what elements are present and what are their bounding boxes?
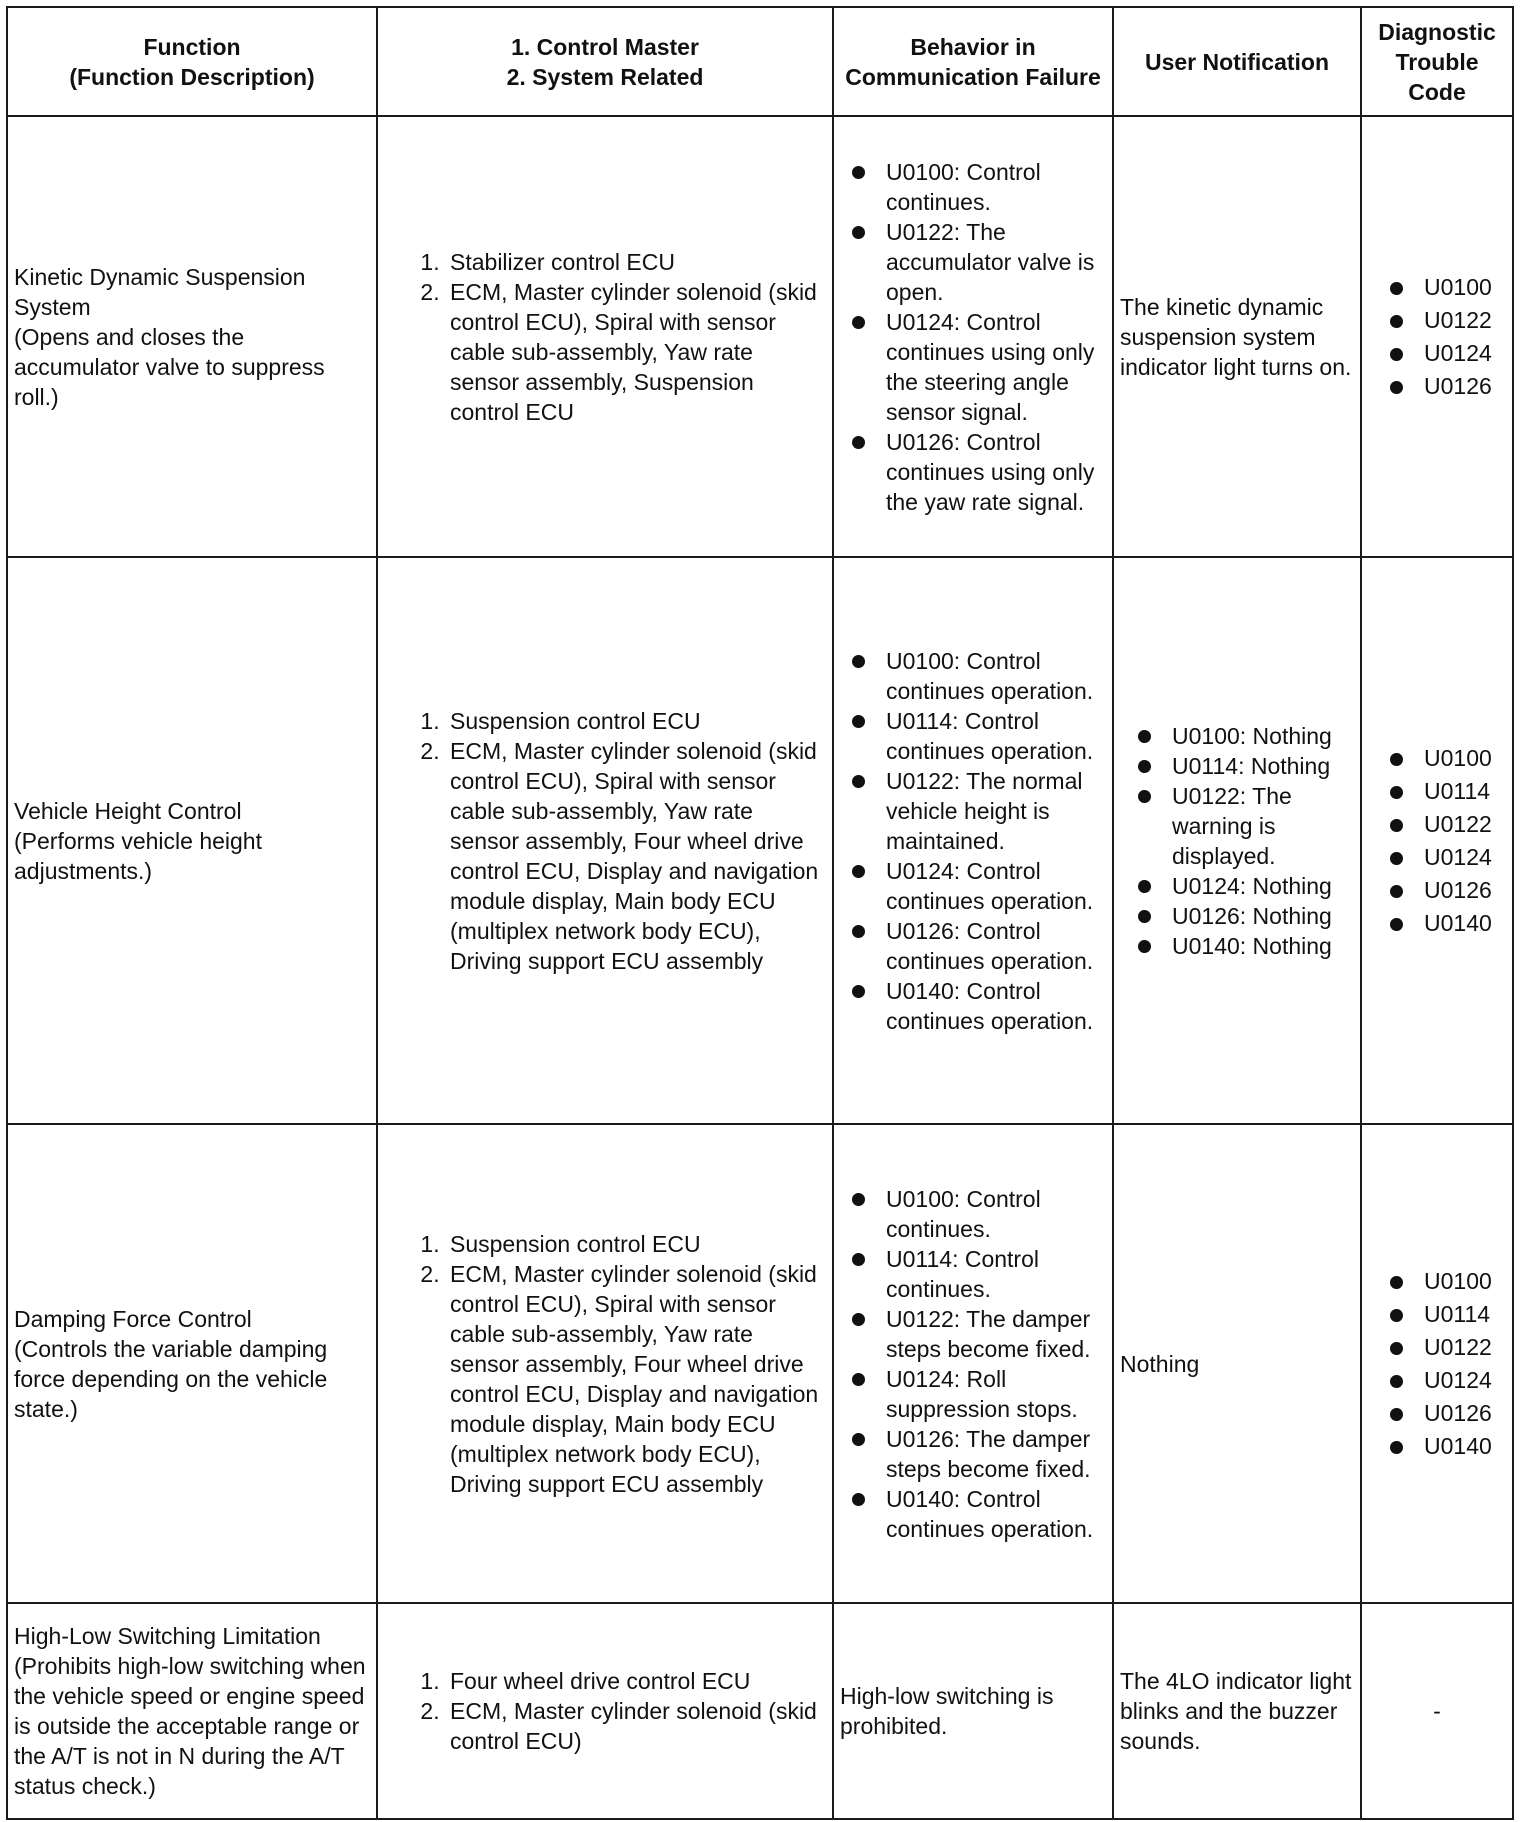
list-item: U0100: Nothing <box>1172 721 1354 751</box>
dtc-list <box>1368 1265 1506 1463</box>
control-cell <box>377 1603 833 1819</box>
function-name: Damping Force Control <box>14 1305 252 1332</box>
table-row <box>7 557 1513 1124</box>
behavior-cell <box>833 1124 1113 1603</box>
list-item: U0126: Control continues operation. <box>886 916 1106 976</box>
function-cell <box>7 1603 377 1819</box>
list-item: U0140: Control continues operation. <box>886 976 1106 1036</box>
list-item: U0124: Control continues using only the steering angle sensor signal. <box>886 307 1106 427</box>
header-dtc: Diagnostic Trouble Code <box>1361 7 1513 116</box>
control-cell <box>377 116 833 557</box>
function-description: (Performs vehicle height adjustments.) <box>14 827 262 884</box>
list-item: U0124: Nothing <box>1172 871 1354 901</box>
list-item: U0122: The warning is displayed. <box>1172 781 1354 871</box>
list-item: U0114: Control continues. <box>886 1244 1106 1304</box>
header-notification: User Notification <box>1113 7 1361 116</box>
control-cell <box>377 557 833 1124</box>
system-related: 2. ECM, Master cylinder solenoid (skid control ECU), Spiral with sensor cable sub-assembly, Yaw rate sensor assembly, Four wheel drive control ECU, Display and navigation module display, Main body ECU (multiplex network body ECU), Driving support ECU assembly <box>446 1259 826 1499</box>
table-row <box>7 1124 1513 1603</box>
behavior-list <box>840 1184 1106 1544</box>
control-master: 1. Four wheel drive control ECU <box>446 1666 826 1696</box>
dtc-code: U0122 <box>1424 1331 1506 1364</box>
control-cell <box>377 1124 833 1603</box>
list-item: U0122: The damper steps become fixed. <box>886 1304 1106 1364</box>
dtc-code: U0124 <box>1424 337 1506 370</box>
dtc-code: U0100 <box>1424 1265 1506 1298</box>
dtc-code: U0126 <box>1424 370 1506 403</box>
list-item: U0122: The normal vehicle height is maintained. <box>886 766 1106 856</box>
header-row <box>7 7 1513 116</box>
dtc-code: U0124 <box>1424 1364 1506 1397</box>
list-item: U0126: The damper steps become fixed. <box>886 1424 1106 1484</box>
table-row <box>7 1603 1513 1819</box>
system-related: 2. ECM, Master cylinder solenoid (skid control ECU) <box>446 1696 826 1756</box>
dtc-cell: - <box>1361 1603 1513 1819</box>
dtc-code: U0114 <box>1424 775 1506 808</box>
dtc-code: U0126 <box>1424 1397 1506 1430</box>
behavior-list <box>840 157 1106 517</box>
function-table <box>6 6 1514 1820</box>
notification-cell: Nothing <box>1113 1124 1361 1603</box>
dtc-cell <box>1361 557 1513 1124</box>
dtc-list <box>1368 742 1506 940</box>
dtc-code: U0140 <box>1424 1430 1506 1463</box>
dtc-list <box>1368 271 1506 403</box>
behavior-cell <box>833 116 1113 557</box>
system-related: 2. ECM, Master cylinder solenoid (skid control ECU), Spiral with sensor cable sub-assembly, Yaw rate sensor assembly, Suspension control ECU <box>446 277 826 427</box>
notification-cell: The kinetic dynamic suspension system indicator light turns on. <box>1113 116 1361 557</box>
behavior-list <box>840 646 1106 1036</box>
list-item: U0140: Control continues operation. <box>886 1484 1106 1544</box>
control-list <box>384 247 826 427</box>
dtc-code: U0124 <box>1424 841 1506 874</box>
dtc-code: U0122 <box>1424 808 1506 841</box>
dtc-code: U0126 <box>1424 874 1506 907</box>
dtc-code: U0122 <box>1424 304 1506 337</box>
dtc-code: U0140 <box>1424 907 1506 940</box>
function-name: Vehicle Height Control <box>14 797 242 824</box>
list-item: U0124: Control continues operation. <box>886 856 1106 916</box>
dtc-code: U0114 <box>1424 1298 1506 1331</box>
table-row <box>7 116 1513 557</box>
behavior-cell <box>833 557 1113 1124</box>
list-item: U0114: Control continues operation. <box>886 706 1106 766</box>
list-item: U0126: Nothing <box>1172 901 1354 931</box>
notification-list <box>1120 721 1354 961</box>
list-item: U0100: Control continues operation. <box>886 646 1106 706</box>
dtc-code: U0100 <box>1424 742 1506 775</box>
function-description: (Opens and closes the accumulator valve to suppress roll.) <box>14 323 325 410</box>
function-description: (Controls the variable damping force depending on the vehicle state.) <box>14 1335 328 1422</box>
list-item: U0100: Control continues. <box>886 157 1106 217</box>
list-item: U0100: Control continues. <box>886 1184 1106 1244</box>
function-description: (Prohibits high-low switching when the vehicle speed or engine speed is outside the acceptable range or the A/T is not in N during the A/T status check.) <box>14 1653 366 1799</box>
control-master: 1. Suspension control ECU <box>446 706 826 736</box>
list-item: U0114: Nothing <box>1172 751 1354 781</box>
control-master: 1. Stabilizer control ECU <box>446 247 826 277</box>
notification-cell: The 4LO indicator light blinks and the buzzer sounds. <box>1113 1603 1361 1819</box>
dtc-cell <box>1361 116 1513 557</box>
function-name: High-Low Switching Limitation <box>14 1623 321 1649</box>
system-related: 2. ECM, Master cylinder solenoid (skid control ECU), Spiral with sensor cable sub-assembly, Yaw rate sensor assembly, Four wheel drive control ECU, Display and navigation module display, Main body ECU (multiplex network body ECU), Driving support ECU assembly <box>446 736 826 976</box>
function-cell <box>7 116 377 557</box>
header-behavior: Behavior in Communication Failure <box>833 7 1113 116</box>
control-list <box>384 706 826 976</box>
dtc-code: U0100 <box>1424 271 1506 304</box>
control-master: 1. Suspension control ECU <box>446 1229 826 1259</box>
list-item: U0124: Roll suppression stops. <box>886 1364 1106 1424</box>
list-item: U0122: The accumulator valve is open. <box>886 217 1106 307</box>
list-item: U0126: Control continues using only the yaw rate signal. <box>886 427 1106 517</box>
list-item: U0140: Nothing <box>1172 931 1354 961</box>
behavior-cell: High-low switching is prohibited. <box>833 1603 1113 1819</box>
control-list <box>384 1666 826 1756</box>
dtc-cell <box>1361 1124 1513 1603</box>
function-cell <box>7 557 377 1124</box>
function-cell <box>7 1124 377 1603</box>
function-name: Kinetic Dynamic Suspension System <box>14 263 306 320</box>
header-function: Function (Function Description) <box>7 7 377 116</box>
notification-cell <box>1113 557 1361 1124</box>
control-list <box>384 1229 826 1499</box>
header-control: 1. Control Master 2. System Related <box>377 7 833 116</box>
